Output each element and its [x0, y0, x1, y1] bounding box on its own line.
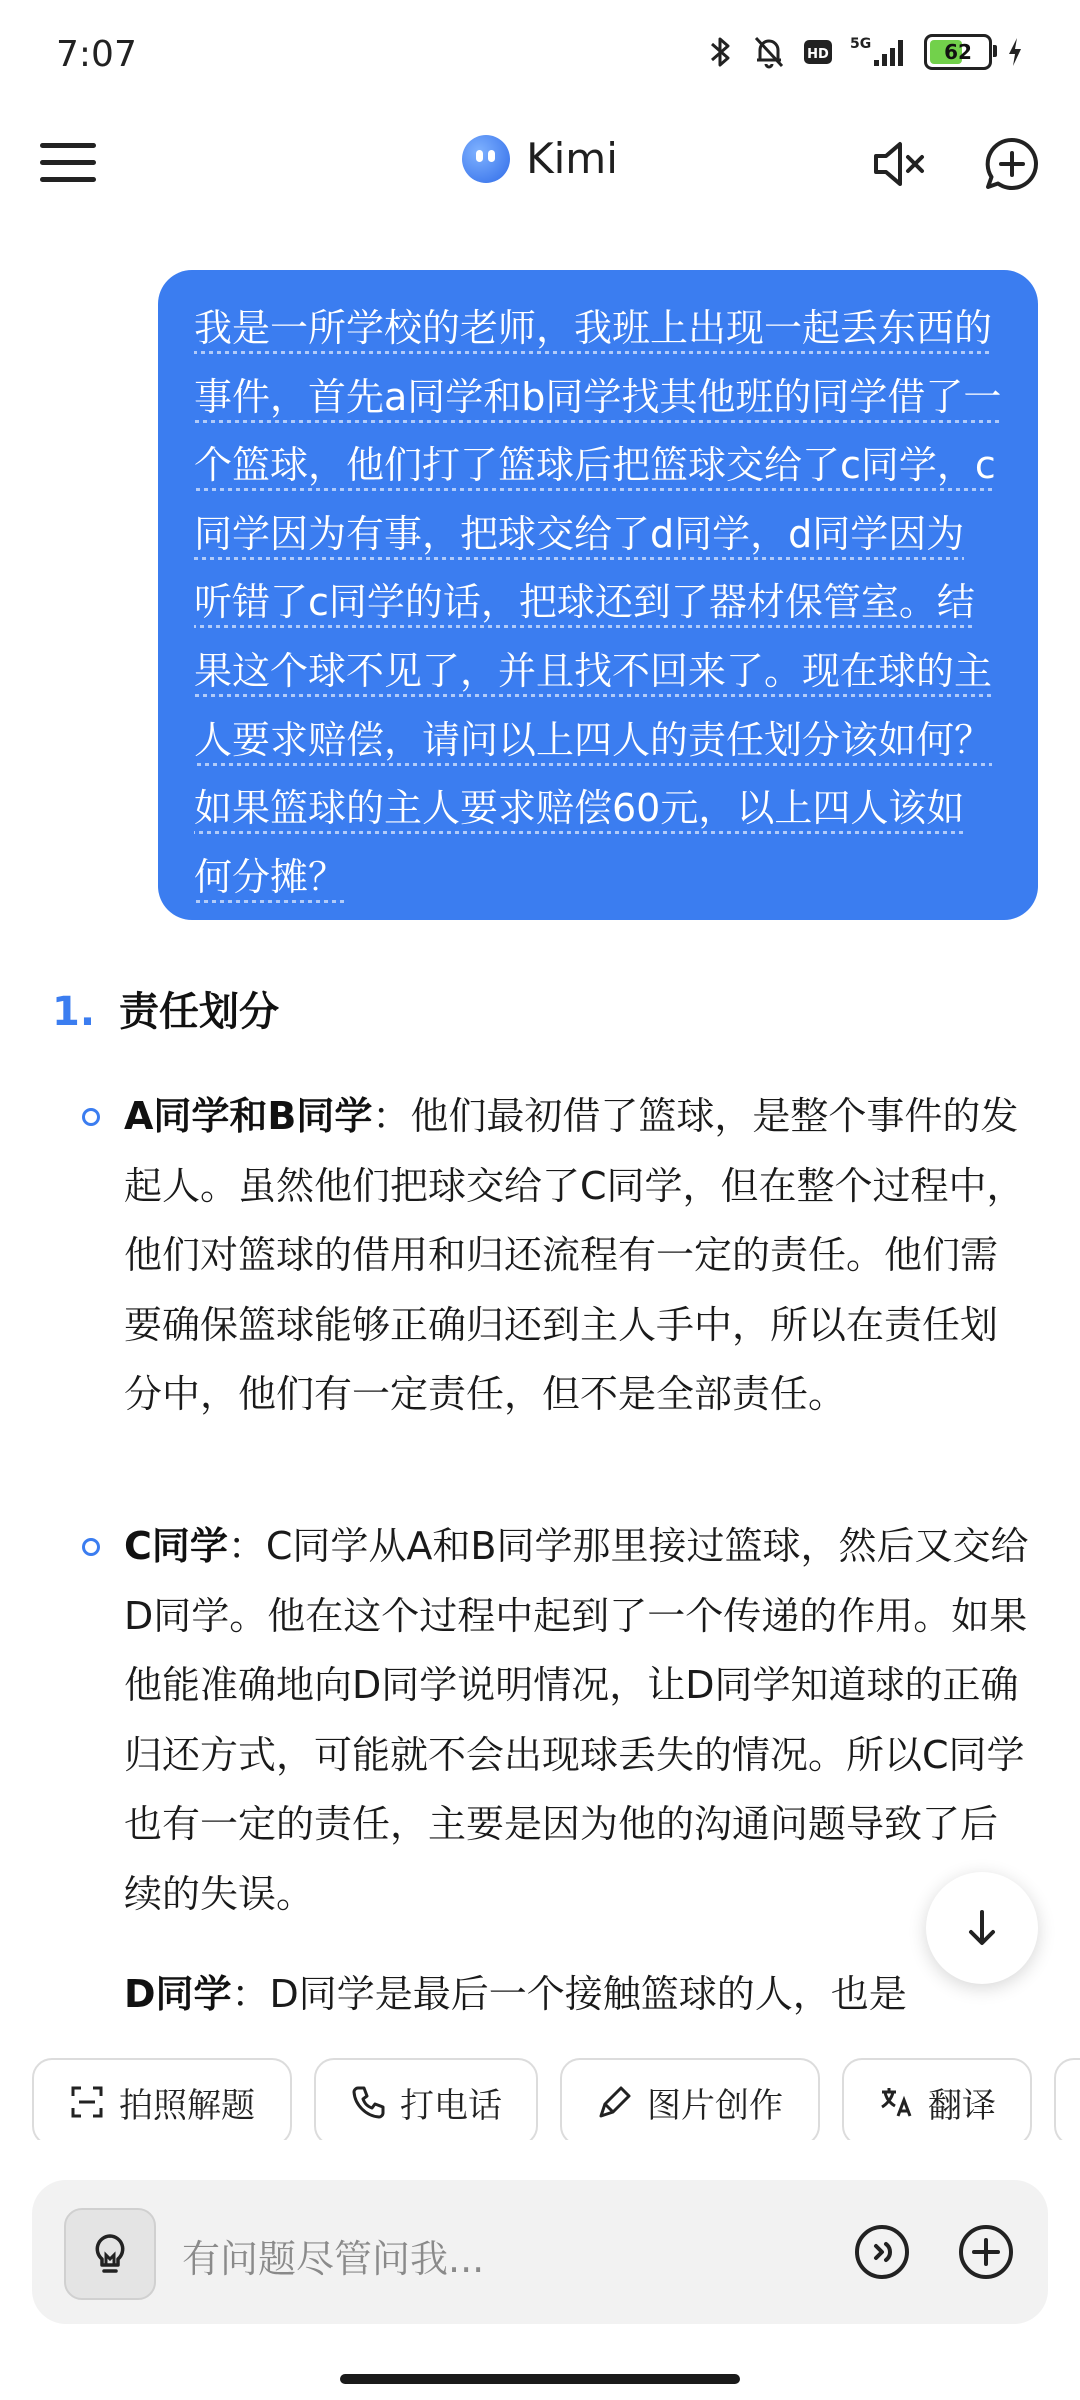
inspiration-button[interactable]: [64, 2208, 156, 2300]
scan-icon: [69, 2084, 105, 2120]
bell-muted-icon: [750, 34, 788, 70]
voice-wave-icon: [852, 2222, 912, 2282]
item-text: ：D同学是最后一个接触篮球的人，也是: [231, 1972, 907, 2016]
message-input[interactable]: 有问题尽管问我...: [182, 2237, 485, 2281]
phone-icon: [350, 2084, 386, 2120]
new-chat-button[interactable]: [980, 132, 1044, 196]
speaker-muted-icon: [868, 134, 928, 194]
input-bar: [32, 2180, 1048, 2324]
chip-photo-solve[interactable]: [32, 2058, 292, 2140]
chip-label: 翻译: [928, 2085, 996, 2126]
svg-text:HD: HD: [807, 47, 829, 62]
status-icons: [706, 34, 1024, 70]
translate-icon: [878, 2084, 914, 2120]
chat-plus-icon: [982, 134, 1042, 194]
status-time: 7:07: [56, 34, 137, 75]
chip-translate[interactable]: [842, 2058, 1032, 2140]
kimi-logo-icon: [462, 135, 510, 183]
arrow-down-icon: [960, 1906, 1004, 1950]
item-label: C同学: [124, 1524, 228, 1568]
voice-input-button[interactable]: [850, 2220, 914, 2284]
chip-image-create[interactable]: [560, 2058, 820, 2140]
bullet-icon: [82, 1108, 100, 1126]
list-item: [124, 1082, 1034, 1430]
item-text: ：他们最初借了篮球，是整个事件的发起人。虽然他们把球交给了C同学，但在整个过程中，他们对篮球的借用和归还流程有一定的责任。他们需要确保篮球能够正确归还到主人手中，所以在责任划分中，他们有一定责任，但不是全部责任。: [124, 1094, 1025, 1416]
home-indicator[interactable]: [340, 2374, 740, 2384]
scroll-to-bottom-button[interactable]: [926, 1872, 1038, 1984]
brush-icon: [597, 2084, 633, 2120]
chip-call[interactable]: [314, 2058, 538, 2140]
user-message-bubble[interactable]: [158, 270, 1038, 920]
chip-label: 打电话: [400, 2085, 502, 2126]
attach-button[interactable]: [954, 2220, 1018, 2284]
mute-button[interactable]: [866, 132, 930, 196]
item-text: ：C同学从A和B同学那里接过篮球，然后又交给D同学。他在这个过程中起到了一个传递的作用。如果他能准确地向D同学说明情况，让D同学知道球的正确归还方式，可能就不会出现球丢失的情况。所以C同学也有一定的责任，主要是因为他的沟通问题导致了后续的失误。: [124, 1524, 1029, 1916]
item-label: A同学和B同学: [124, 1094, 373, 1138]
battery-level: 62: [944, 40, 972, 64]
hd-icon: [802, 36, 834, 68]
battery-icon: [924, 34, 992, 70]
item-label: D同学: [124, 1972, 232, 2016]
section-heading: [52, 980, 279, 1037]
chip-label: 图片创作: [647, 2085, 783, 2126]
list-item: [124, 1960, 1034, 2026]
app-title: Kimi: [526, 134, 618, 183]
app-header: [0, 112, 1080, 212]
chip-label: 拍照解题: [119, 2085, 255, 2126]
user-message-text: 我是一所学校的老师，我班上出现一起丢东西的事件，首先a同学和b同学找其他班的同学借了一个篮球，他们打了篮球后把篮球交给了c同学，c同学因为有事，把球交给了d同学，d同学因为听错了c同学的话，把球还到了器材保管室。结果这个球不见了，并且找不回来了。现在球的主人要求赔偿，请问以上四人的责任划分该如何？如果篮球的主人要求赔偿60元，以上四人该如何分摊？: [194, 306, 1001, 903]
bluetooth-icon: [706, 34, 736, 70]
bullet-icon: [82, 1538, 100, 1556]
chip-more[interactable]: [1054, 2058, 1080, 2140]
quick-actions-bar: [0, 2040, 1080, 2140]
section-number: 1.: [52, 989, 96, 1035]
plus-circle-icon: [956, 2222, 1016, 2282]
charging-icon: [1006, 36, 1024, 68]
list-item: [124, 1512, 1034, 1929]
status-bar: [0, 0, 1080, 112]
lightbulb-icon: [86, 2230, 134, 2278]
section-title: 责任划分: [119, 989, 280, 1035]
signal-icon: [848, 34, 910, 70]
network-type-label: 5G: [850, 36, 872, 52]
